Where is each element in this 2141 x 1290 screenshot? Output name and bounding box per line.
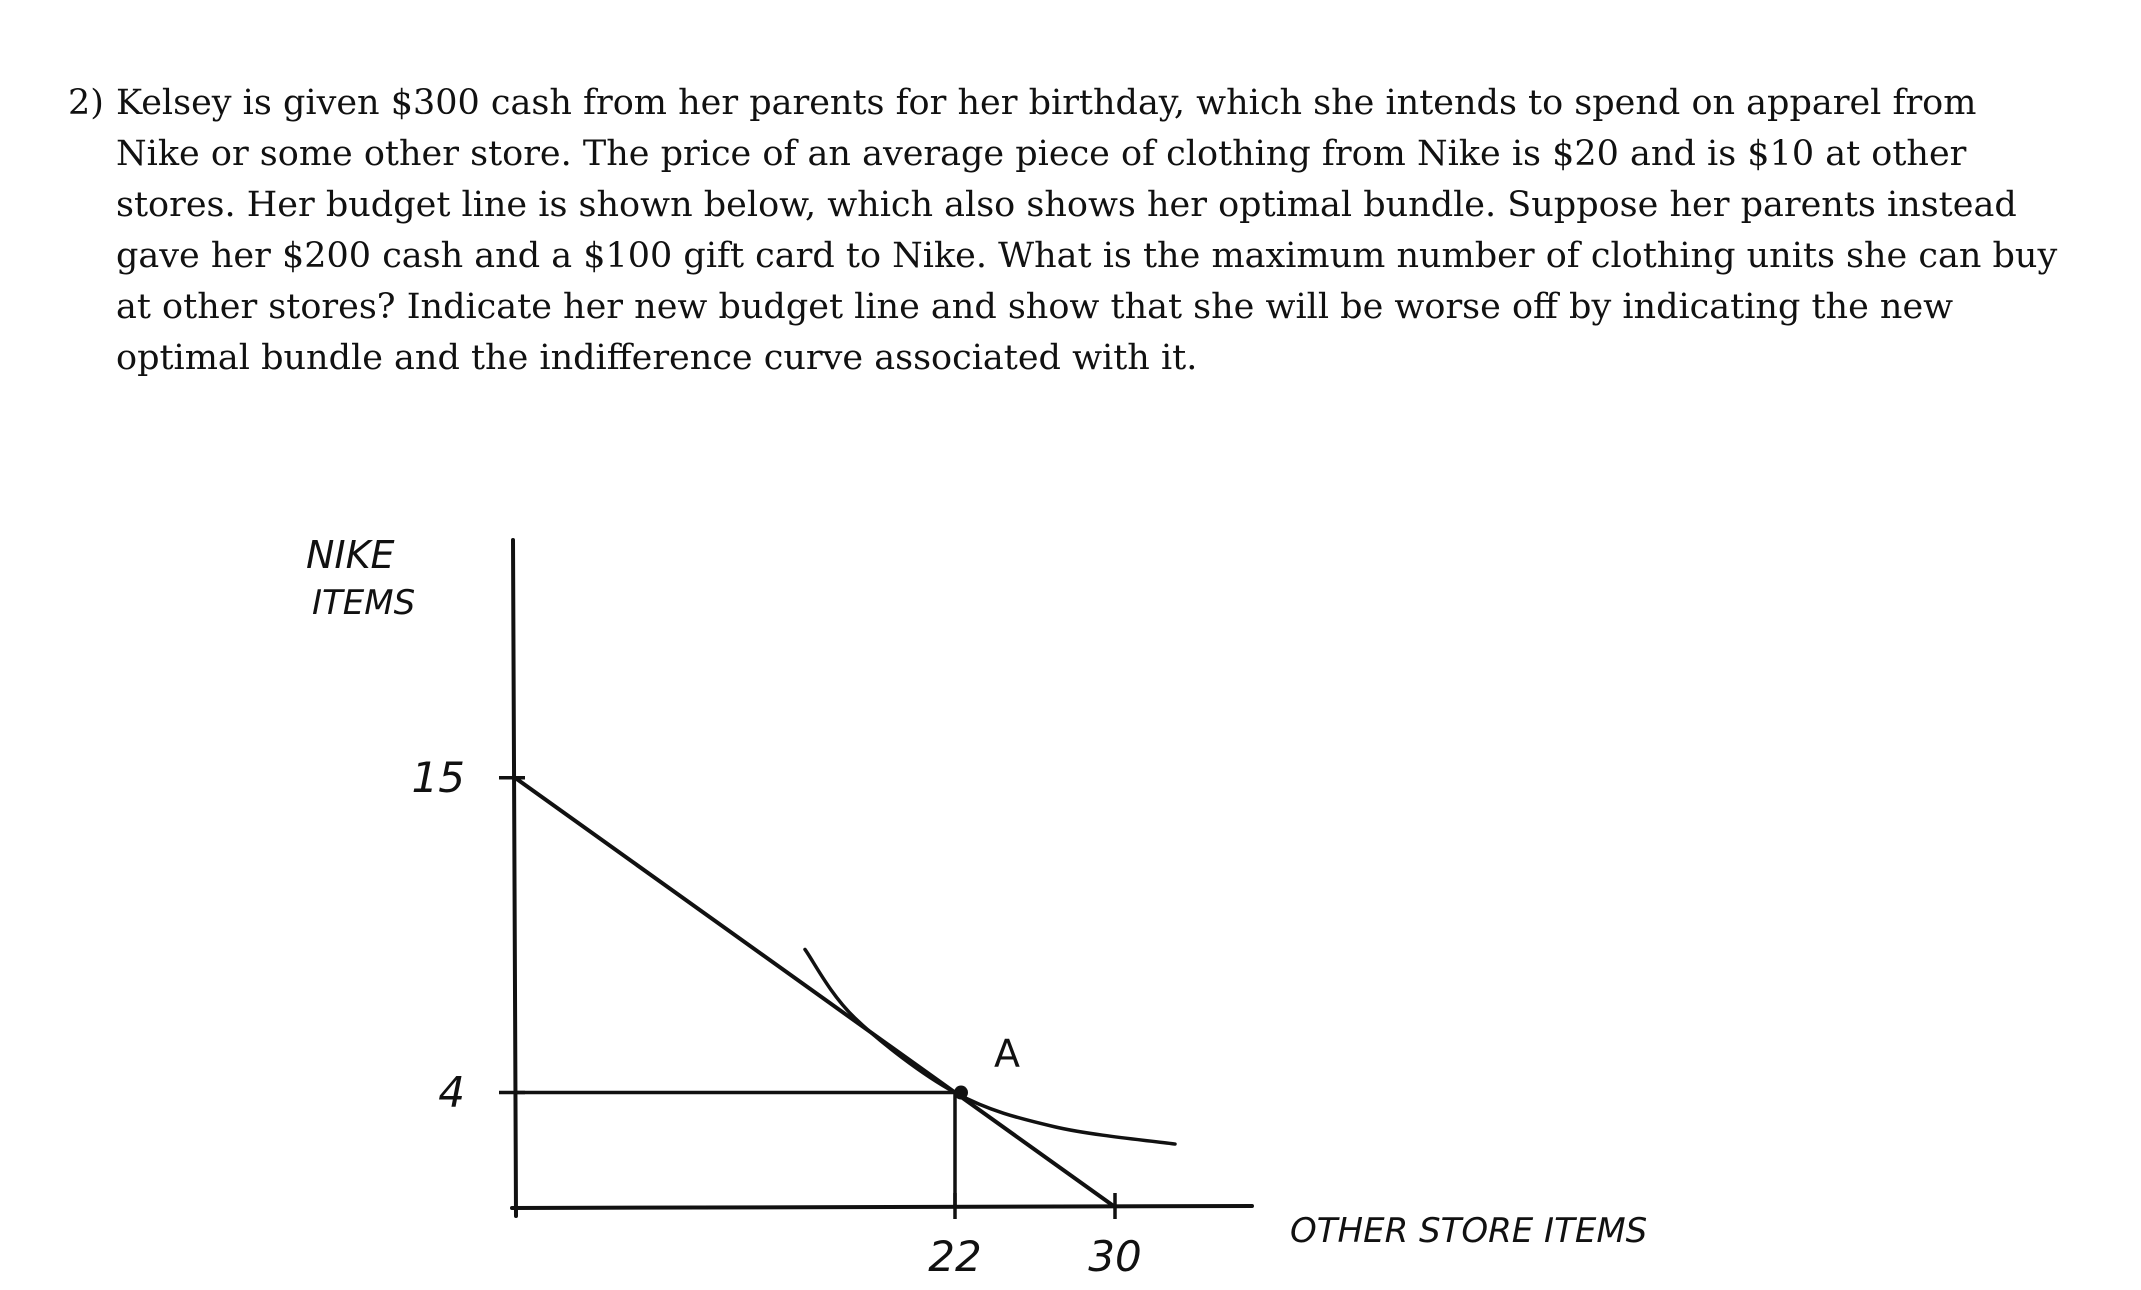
question-number: 2) xyxy=(68,83,104,123)
x-axis-label: OTHER STORE ITEMS xyxy=(1290,1211,1648,1251)
y-axis-label-line1: NIKE xyxy=(306,533,395,577)
x-tick-label-22: 22 xyxy=(928,1232,982,1281)
optimal-bundle-label: A xyxy=(994,1031,1020,1076)
x-axis xyxy=(512,1206,1252,1208)
y-axis xyxy=(513,540,516,1216)
x-tick-label-30: 30 xyxy=(1088,1232,1142,1281)
budget-line xyxy=(515,778,1115,1207)
indifference-curve xyxy=(805,949,1175,1144)
y-axis-label-line2: ITEMS xyxy=(312,583,416,623)
question-text: Kelsey is given $300 cash from her parents for her birthday, which she intends to spend on apparel from Nike or some other store. The price of an average piece of clothing from Nike is $20 and is $10 at other stores. Her budget line is shown below, which also shows her optimal bundle. Suppose her parents instead gave her $200 cash and a $100 gift card to Nike. What is the maximum number of clothing units she can buy at other stores? Indicate her new budget line and show that she will be worse off by indicating the new optimal bundle and the indifference curve associated with it. xyxy=(116,83,2058,378)
optimal-bundle-point xyxy=(954,1086,968,1100)
y-tick-label-15: 15 xyxy=(411,752,465,802)
y-tick-label-4: 4 xyxy=(438,1067,465,1117)
